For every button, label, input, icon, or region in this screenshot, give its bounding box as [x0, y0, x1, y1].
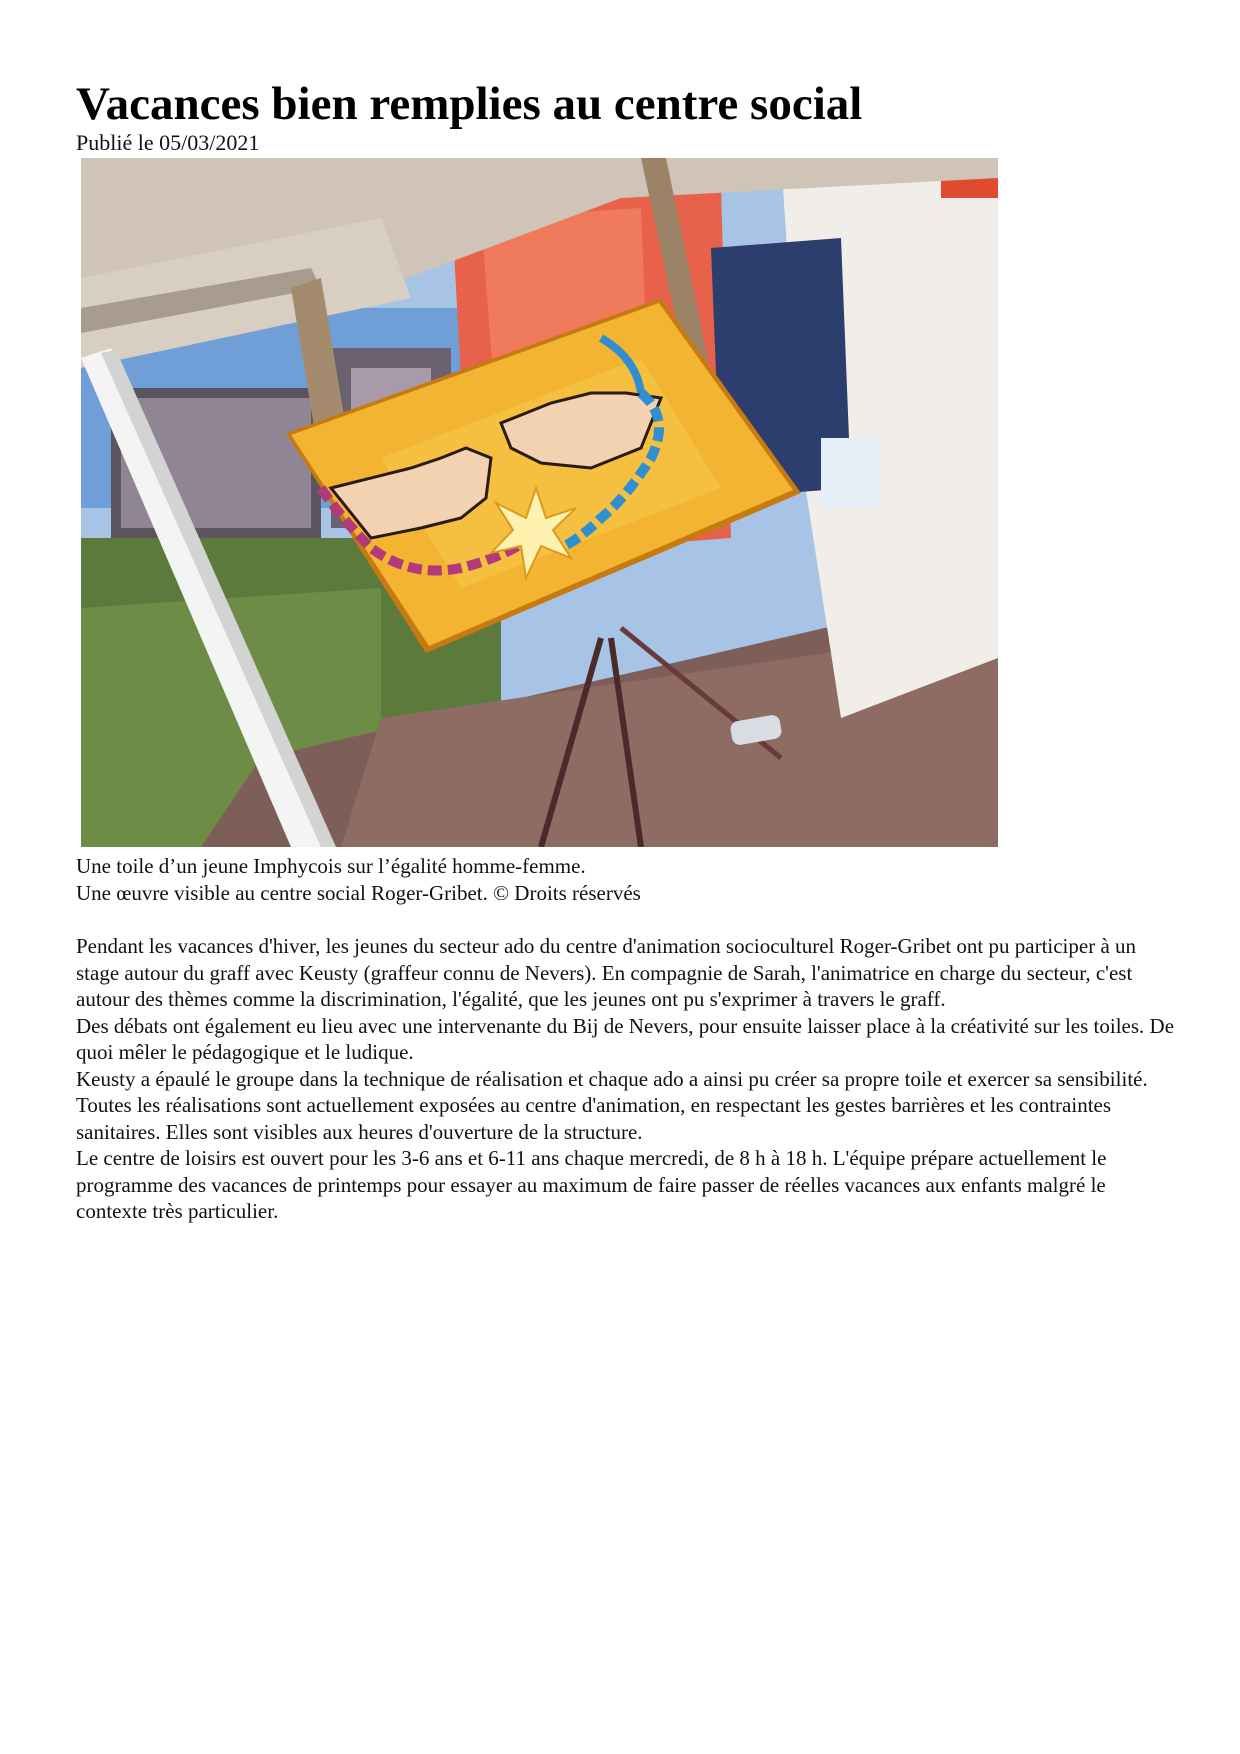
article-title: Vacances bien remplies au centre social [76, 78, 863, 130]
publish-date: Publié le 05/03/2021 [76, 130, 260, 155]
article-page [76, 76, 1176, 1225]
body-paragraph: Keusty a épaulé le groupe dans la technique de réalisation et chaque ado a ainsi pu créer sa propre toile et exercer sa sensibilité. Toutes les réalisations sont actuellement exposées au centre d'animation, en respectant les gestes barrières et les contraintes sanitaires. Elles sont visibles aux heures d'ouverture de la structure. [76, 1066, 1148, 1144]
caption-line-2: Une œuvre visible au centre social Roger-Gribet. © Droits réservés [76, 881, 641, 905]
photo-caption [76, 853, 1176, 907]
caption-line-1: Une toile d’un jeune Imphycois sur l’égalité homme-femme. [76, 854, 586, 878]
painted-canvas-illustration [81, 158, 998, 847]
body-paragraph: Pendant les vacances d'hiver, les jeunes du secteur ado du centre d'animation socioculturel Roger-Gribet ont pu participer à un stage autour du graff avec Keusty (graffeur connu de Nevers). En compagnie de Sarah, l'animatrice en charge du secteur, c'est autour des thèmes comme la discrimination, l'égalité, que les jeunes ont pu s'exprimer à travers le graff. [76, 934, 1137, 1011]
body-paragraph: Le centre de loisirs est ouvert pour les 3-6 ans et 6-11 ans chaque mercredi, de 8 h à 18 h. L'équipe prépare actuellement le programme des vacances de printemps pour essayer au maximum de faire passer de réelles vacances aux enfants malgré le contexte très particulier. [76, 1146, 1107, 1223]
article-body [76, 933, 1176, 1225]
body-paragraph: Des débats ont également eu lieu avec une intervenante du Bij de Nevers, pour ensuite laisser place à la créativité sur les toiles. De quoi mêler le pédagogique et le ludique. [76, 1013, 1175, 1064]
article-photo [81, 158, 998, 847]
